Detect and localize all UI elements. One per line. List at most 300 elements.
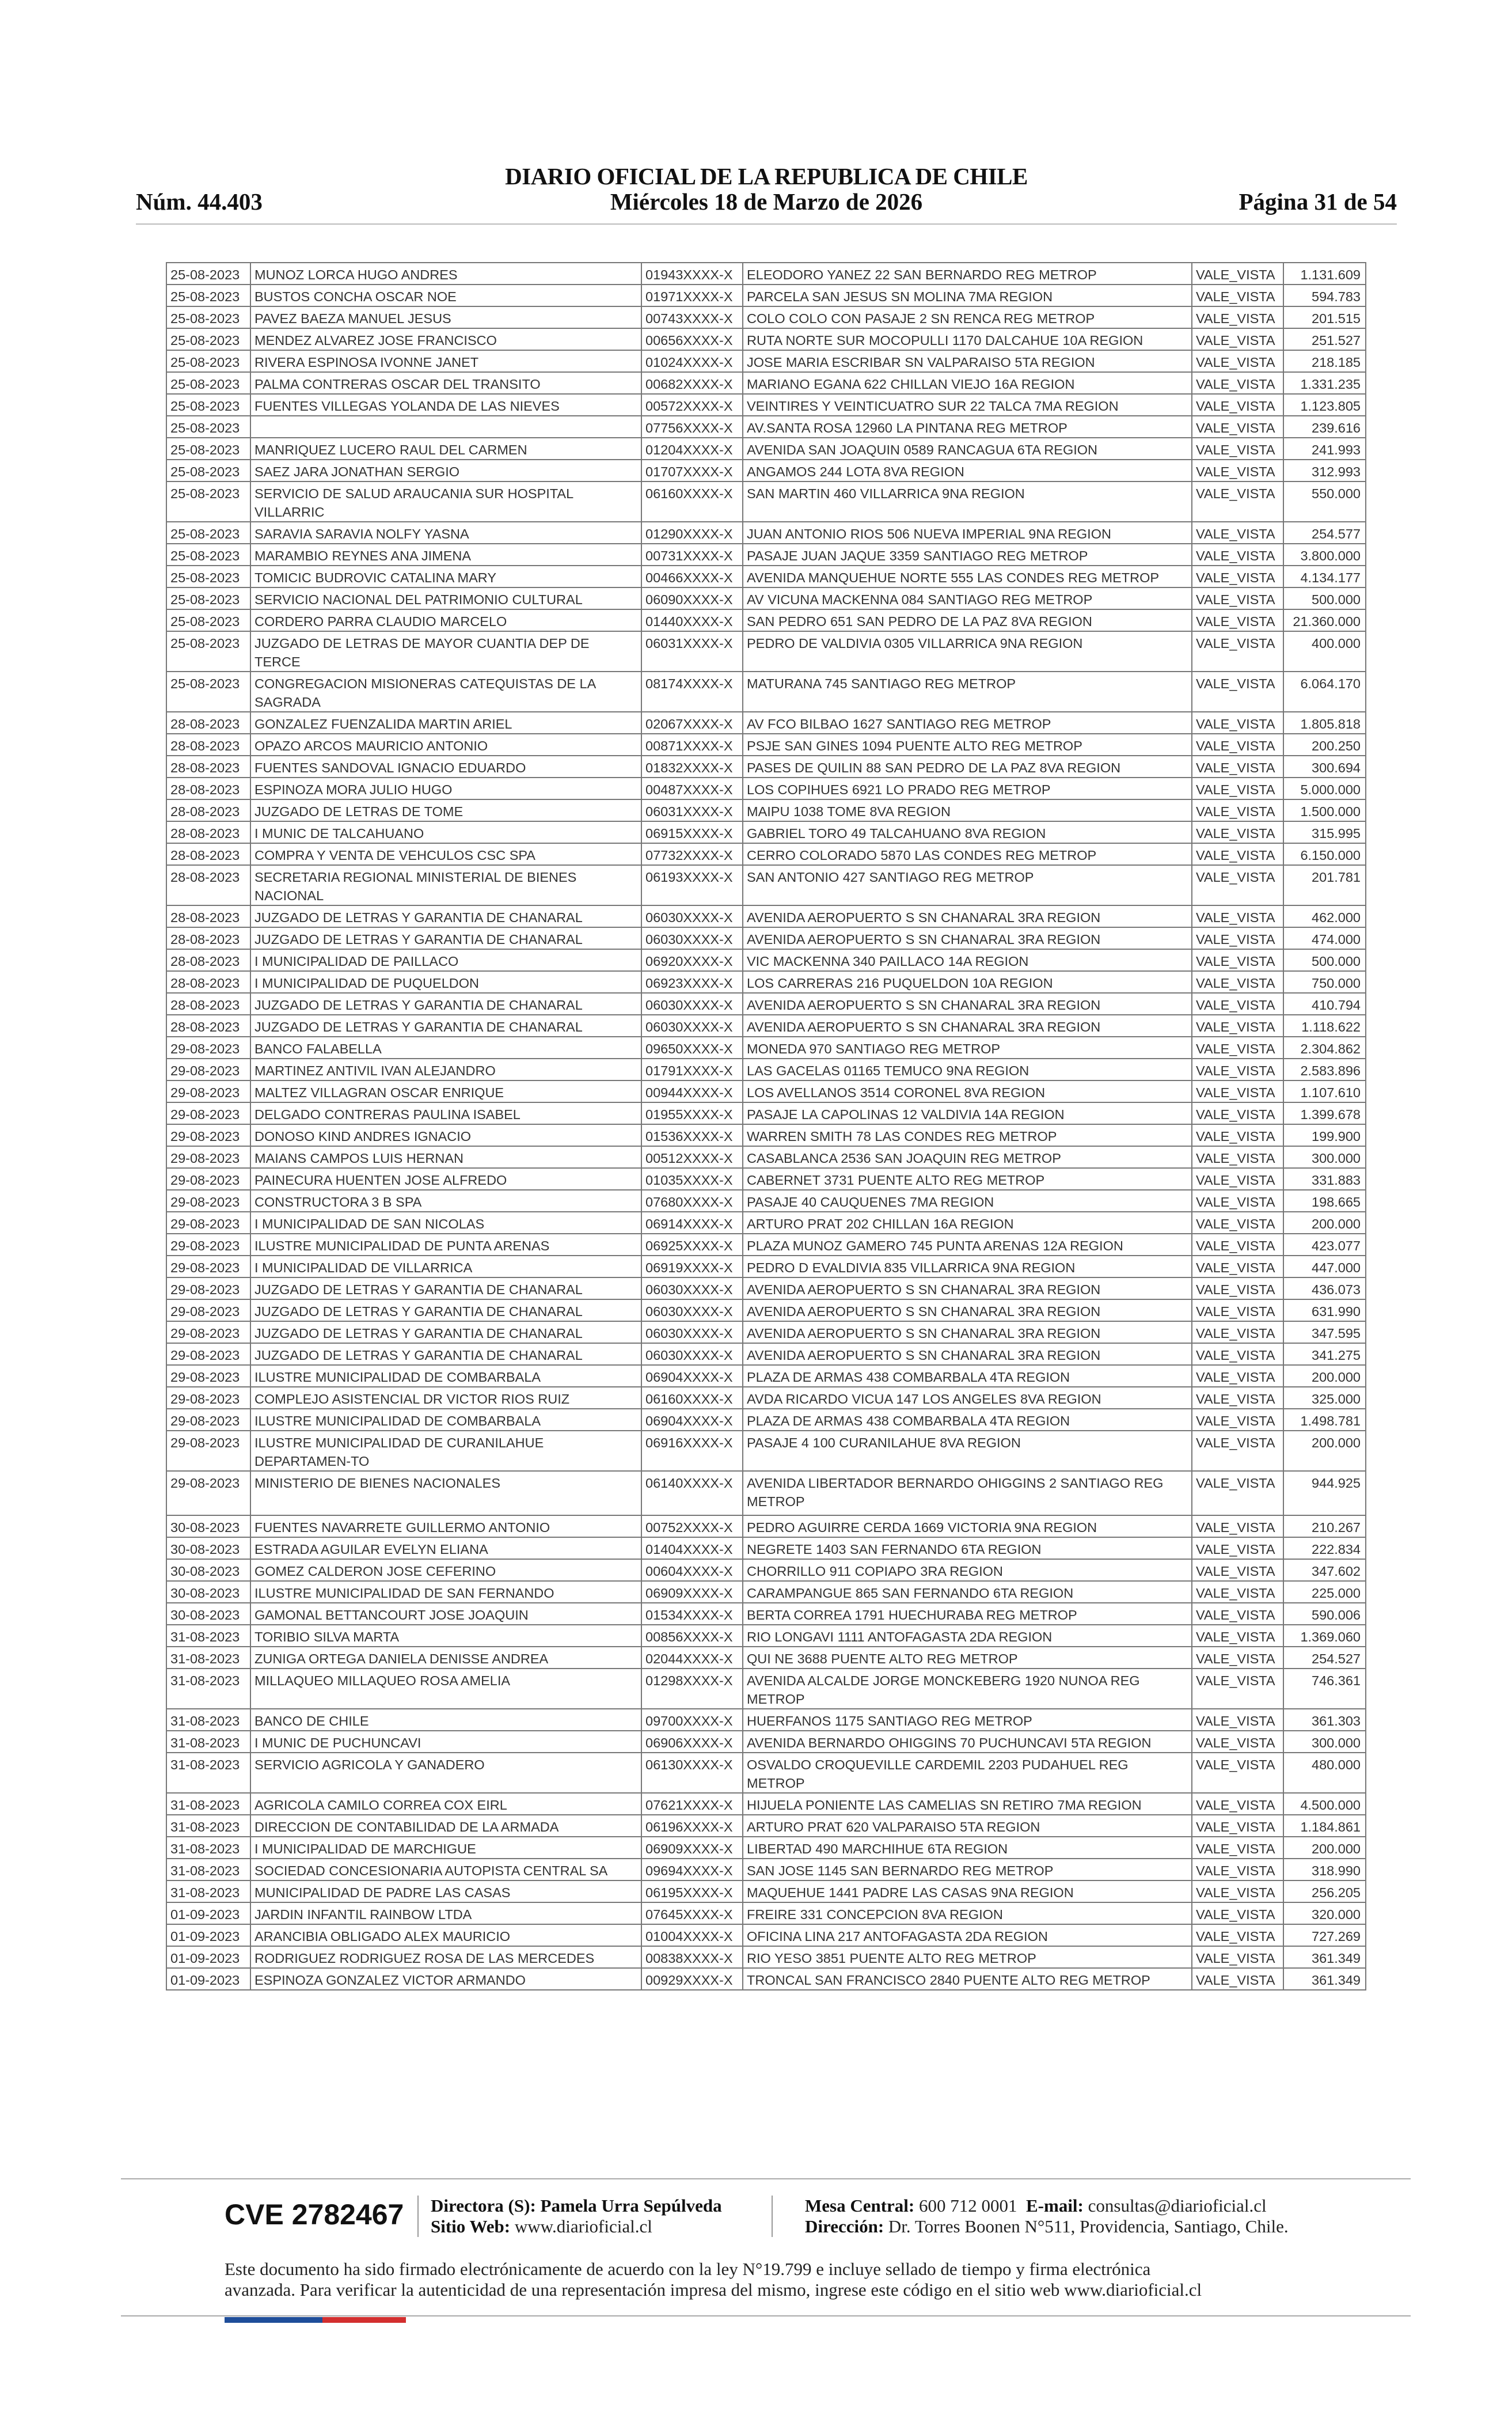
table-row (166, 778, 1366, 799)
beneficiary-cell: ILUSTRE MUNICIPALIDAD DE COMBARBALA (250, 1409, 641, 1431)
beneficiary-cell: MENDEZ ALVAREZ JOSE FRANCISCO (250, 328, 641, 350)
beneficiary-cell: GONZALEZ FUENZALIDA MARTIN ARIEL (250, 712, 641, 734)
table-row (166, 1431, 1366, 1471)
beneficiary-cell: MANRIQUEZ LUCERO RAUL DEL CARMEN (250, 438, 641, 460)
page-number: Página 31 de 54 (1239, 188, 1397, 215)
rut-cell: 01298XXXX-X (641, 1669, 743, 1709)
payment-type-cell: VALE_VISTA (1192, 1471, 1283, 1515)
amount-cell: 594.783 (1283, 285, 1366, 306)
rut-cell: 09694XXXX-X (641, 1859, 743, 1880)
date-cell: 29-08-2023 (166, 1124, 250, 1146)
rut-cell: 06904XXXX-X (641, 1365, 743, 1387)
rut-cell: 02067XXXX-X (641, 712, 743, 734)
address-cell: PEDRO AGUIRRE CERDA 1669 VICTORIA 9NA REGION (743, 1515, 1192, 1537)
rut-cell: 00944XXXX-X (641, 1080, 743, 1102)
date-cell: 30-08-2023 (166, 1603, 250, 1625)
amount-cell: 750.000 (1283, 971, 1366, 993)
date-cell: 30-08-2023 (166, 1537, 250, 1559)
date-cell: 30-08-2023 (166, 1515, 250, 1537)
address-cell: AVENIDA AEROPUERTO S SN CHANARAL 3RA REGION (743, 993, 1192, 1015)
table-row (166, 821, 1366, 843)
address-cell: OFICINA LINA 217 ANTOFAGASTA 2DA REGION (743, 1924, 1192, 1946)
address-cell: TRONCAL SAN FRANCISCO 2840 PUENTE ALTO REG METROP (743, 1968, 1192, 1990)
table-row (166, 1815, 1366, 1837)
rut-cell: 00856XXXX-X (641, 1625, 743, 1647)
issue-number: Núm. 44.403 (136, 188, 263, 215)
table-row (166, 460, 1366, 481)
rut-cell: 07732XXXX-X (641, 843, 743, 865)
table-row (166, 416, 1366, 438)
date-cell: 28-08-2023 (166, 993, 250, 1015)
table-row (166, 350, 1366, 372)
table-row (166, 1515, 1366, 1537)
newspaper-title: DIARIO OFICIAL DE LA REPUBLICA DE CHILE (505, 163, 1028, 189)
payment-type-cell: VALE_VISTA (1192, 672, 1283, 712)
beneficiary-cell: JUZGADO DE LETRAS Y GARANTIA DE CHANARAL (250, 1299, 641, 1321)
amount-cell: 410.794 (1283, 993, 1366, 1015)
beneficiary-cell: RIVERA ESPINOSA IVONNE JANET (250, 350, 641, 372)
beneficiary-cell: BANCO DE CHILE (250, 1709, 641, 1731)
beneficiary-cell: JUZGADO DE LETRAS Y GARANTIA DE CHANARAL (250, 993, 641, 1015)
address-cell: AVENIDA AEROPUERTO S SN CHANARAL 3RA REGION (743, 1343, 1192, 1365)
payment-type-cell: VALE_VISTA (1192, 778, 1283, 799)
beneficiary-cell: SOCIEDAD CONCESIONARIA AUTOPISTA CENTRAL SA (250, 1859, 641, 1880)
payment-type-cell: VALE_VISTA (1192, 481, 1283, 522)
date-cell: 28-08-2023 (166, 1015, 250, 1037)
date-cell: 25-08-2023 (166, 306, 250, 328)
table-row (166, 1015, 1366, 1037)
payment-type-cell: VALE_VISTA (1192, 1946, 1283, 1968)
table-row (166, 1731, 1366, 1753)
rut-cell: 06906XXXX-X (641, 1731, 743, 1753)
rut-cell: 06031XXXX-X (641, 799, 743, 821)
payment-type-cell: VALE_VISTA (1192, 1581, 1283, 1603)
table-row (166, 734, 1366, 756)
rut-cell: 07756XXXX-X (641, 416, 743, 438)
address-cell: MAQUEHUE 1441 PADRE LAS CASAS 9NA REGION (743, 1880, 1192, 1902)
date-cell: 31-08-2023 (166, 1859, 250, 1880)
table-row (166, 263, 1366, 285)
date-cell: 01-09-2023 (166, 1902, 250, 1924)
payment-type-cell: VALE_VISTA (1192, 587, 1283, 609)
payment-type-cell: VALE_VISTA (1192, 1080, 1283, 1102)
beneficiary-cell: DELGADO CONTRERAS PAULINA ISABEL (250, 1102, 641, 1124)
payment-type-cell: VALE_VISTA (1192, 1015, 1283, 1037)
legal-notice (225, 2259, 1319, 2300)
amount-cell: 361.303 (1283, 1709, 1366, 1731)
address-cell: CERRO COLORADO 5870 LAS CONDES REG METROP (743, 843, 1192, 865)
amount-cell: 254.577 (1283, 522, 1366, 544)
rut-cell: 01536XXXX-X (641, 1124, 743, 1146)
table-row (166, 1924, 1366, 1946)
date-cell: 31-08-2023 (166, 1753, 250, 1793)
header-divider (136, 223, 1397, 225)
rut-cell: 01971XXXX-X (641, 285, 743, 306)
table-row (166, 1059, 1366, 1080)
rut-cell: 06030XXXX-X (641, 993, 743, 1015)
address-cell: PEDRO DE VALDIVIA 0305 VILLARRICA 9NA REGION (743, 631, 1192, 672)
address-cell: LAS GACELAS 01165 TEMUCO 9NA REGION (743, 1059, 1192, 1080)
payment-type-cell: VALE_VISTA (1192, 734, 1283, 756)
email-label: E-mail: (1026, 2196, 1084, 2216)
rut-cell: 01035XXXX-X (641, 1168, 743, 1190)
amount-cell: 200.250 (1283, 734, 1366, 756)
payment-type-cell: VALE_VISTA (1192, 394, 1283, 416)
amount-cell: 201.781 (1283, 865, 1366, 905)
address-cell: OSVALDO CROQUEVILLE CARDEMIL 2203 PUDAHUEL REG METROP (743, 1753, 1192, 1793)
payment-type-cell: VALE_VISTA (1192, 1102, 1283, 1124)
amount-cell: 347.595 (1283, 1321, 1366, 1343)
date-cell: 28-08-2023 (166, 734, 250, 756)
amount-cell: 21.360.000 (1283, 609, 1366, 631)
date-cell: 30-08-2023 (166, 1581, 250, 1603)
rut-cell: 06030XXXX-X (641, 1321, 743, 1343)
rut-cell: 01791XXXX-X (641, 1059, 743, 1080)
table-row (166, 905, 1366, 927)
beneficiary-cell: ILUSTRE MUNICIPALIDAD DE SAN FERNANDO (250, 1581, 641, 1603)
beneficiary-cell (250, 416, 641, 438)
table-row (166, 1647, 1366, 1669)
rut-cell: 00838XXXX-X (641, 1946, 743, 1968)
amount-cell: 1.184.861 (1283, 1815, 1366, 1837)
beneficiary-cell: FUENTES SANDOVAL IGNACIO EDUARDO (250, 756, 641, 778)
beneficiary-cell: MAIANS CAMPOS LUIS HERNAN (250, 1146, 641, 1168)
table-row (166, 1625, 1366, 1647)
address-cell: RUTA NORTE SUR MOCOPULLI 1170 DALCAHUE 10A REGION (743, 328, 1192, 350)
date-cell: 29-08-2023 (166, 1409, 250, 1431)
payment-type-cell: VALE_VISTA (1192, 1234, 1283, 1256)
table-row (166, 306, 1366, 328)
address-cell: HIJUELA PONIENTE LAS CAMELIAS SN RETIRO 7MA REGION (743, 1793, 1192, 1815)
address-cell: PEDRO D EVALDIVIA 835 VILLARRICA 9NA REGION (743, 1256, 1192, 1277)
payment-type-cell: VALE_VISTA (1192, 1753, 1283, 1793)
rut-cell: 09700XXXX-X (641, 1709, 743, 1731)
rut-cell: 06914XXXX-X (641, 1212, 743, 1234)
table-row (166, 1603, 1366, 1625)
beneficiary-cell: SAEZ JARA JONATHAN SERGIO (250, 460, 641, 481)
date-cell: 25-08-2023 (166, 285, 250, 306)
rut-cell: 06916XXXX-X (641, 1431, 743, 1471)
date-cell: 31-08-2023 (166, 1709, 250, 1731)
rut-cell: 01832XXXX-X (641, 756, 743, 778)
rut-cell: 00512XXXX-X (641, 1146, 743, 1168)
address-cell: ARTURO PRAT 202 CHILLAN 16A REGION (743, 1212, 1192, 1234)
address-line (805, 2216, 1289, 2237)
amount-cell: 312.993 (1283, 460, 1366, 481)
beneficiary-cell: SECRETARIA REGIONAL MINISTERIAL DE BIENES NACIONAL (250, 865, 641, 905)
amount-cell: 1.131.609 (1283, 263, 1366, 285)
footer-divider-top (121, 2178, 1411, 2179)
date-cell: 01-09-2023 (166, 1924, 250, 1946)
payment-type-cell: VALE_VISTA (1192, 1365, 1283, 1387)
rut-cell: 06030XXXX-X (641, 1277, 743, 1299)
address-cell: MAIPU 1038 TOME 8VA REGION (743, 799, 1192, 821)
beneficiary-cell: FUENTES NAVARRETE GUILLERMO ANTONIO (250, 1515, 641, 1537)
table-row (166, 1277, 1366, 1299)
amount-cell: 1.498.781 (1283, 1409, 1366, 1431)
table-row (166, 481, 1366, 522)
payment-type-cell: VALE_VISTA (1192, 1902, 1283, 1924)
amount-cell: 3.800.000 (1283, 544, 1366, 566)
rut-cell: 06909XXXX-X (641, 1581, 743, 1603)
payment-type-cell: VALE_VISTA (1192, 306, 1283, 328)
date-cell: 25-08-2023 (166, 631, 250, 672)
amount-cell: 400.000 (1283, 631, 1366, 672)
beneficiary-cell: FUENTES VILLEGAS YOLANDA DE LAS NIEVES (250, 394, 641, 416)
address-cell: AVENIDA AEROPUERTO S SN CHANARAL 3RA REGION (743, 1277, 1192, 1299)
address-cell: AVENIDA LIBERTADOR BERNARDO OHIGGINS 2 SANTIAGO REG METROP (743, 1471, 1192, 1515)
amount-cell: 199.900 (1283, 1124, 1366, 1146)
payment-type-cell: VALE_VISTA (1192, 1859, 1283, 1880)
payment-type-cell: VALE_VISTA (1192, 631, 1283, 672)
address-cell: LOS CARRERAS 216 PUQUELDON 10A REGION (743, 971, 1192, 993)
issue-date: Miércoles 18 de Marzo de 2026 (610, 188, 923, 215)
table-row (166, 1124, 1366, 1146)
beneficiary-cell: DIRECCION DE CONTABILIDAD DE LA ARMADA (250, 1815, 641, 1837)
rut-cell: 07680XXXX-X (641, 1190, 743, 1212)
date-cell: 29-08-2023 (166, 1190, 250, 1212)
table-row (166, 949, 1366, 971)
beneficiary-cell: GOMEZ CALDERON JOSE CEFERINO (250, 1559, 641, 1581)
date-cell: 31-08-2023 (166, 1647, 250, 1669)
address-cell: ARTURO PRAT 620 VALPARAISO 5TA REGION (743, 1815, 1192, 1837)
rut-cell: 06909XXXX-X (641, 1837, 743, 1859)
date-cell: 25-08-2023 (166, 372, 250, 394)
address-cell: AVENIDA AEROPUERTO S SN CHANARAL 3RA REGION (743, 1299, 1192, 1321)
address-cell: MONEDA 970 SANTIAGO REG METROP (743, 1037, 1192, 1059)
amount-cell: 200.000 (1283, 1365, 1366, 1387)
rut-cell: 06031XXXX-X (641, 631, 743, 672)
address-label: Dirección: (805, 2216, 884, 2236)
amount-cell: 256.205 (1283, 1880, 1366, 1902)
table-row (166, 799, 1366, 821)
date-cell: 30-08-2023 (166, 1559, 250, 1581)
table-row (166, 843, 1366, 865)
table-row (166, 1471, 1366, 1515)
amount-cell: 200.000 (1283, 1431, 1366, 1471)
address-cell: PASAJE 40 CAUQUENES 7MA REGION (743, 1190, 1192, 1212)
payment-type-cell: VALE_VISTA (1192, 1343, 1283, 1365)
table-row (166, 566, 1366, 587)
address-cell: AV.SANTA ROSA 12960 LA PINTANA REG METROP (743, 416, 1192, 438)
date-cell: 01-09-2023 (166, 1946, 250, 1968)
rut-cell: 06030XXXX-X (641, 1015, 743, 1037)
date-cell: 29-08-2023 (166, 1168, 250, 1190)
date-cell: 29-08-2023 (166, 1343, 250, 1365)
payment-type-cell: VALE_VISTA (1192, 1515, 1283, 1537)
payment-type-cell: VALE_VISTA (1192, 865, 1283, 905)
footer-divider-bottom (121, 2315, 1411, 2316)
address-cell: AVENIDA BERNARDO OHIGGINS 70 PUCHUNCAVI 5TA REGION (743, 1731, 1192, 1753)
date-cell: 25-08-2023 (166, 350, 250, 372)
rut-cell: 06030XXXX-X (641, 1343, 743, 1365)
amount-cell: 944.925 (1283, 1471, 1366, 1515)
table-row (166, 993, 1366, 1015)
amount-cell: 361.349 (1283, 1968, 1366, 1990)
flag-stripe-blue (225, 2317, 322, 2323)
date-cell: 25-08-2023 (166, 416, 250, 438)
amount-cell: 1.369.060 (1283, 1625, 1366, 1647)
email-link[interactable]: consultas@diarioficial.cl (1088, 2196, 1267, 2216)
address-cell: SAN PEDRO 651 SAN PEDRO DE LA PAZ 8VA REGION (743, 609, 1192, 631)
date-cell: 25-08-2023 (166, 328, 250, 350)
rut-cell: 08174XXXX-X (641, 672, 743, 712)
beneficiary-cell: ILUSTRE MUNICIPALIDAD DE PUNTA ARENAS (250, 1234, 641, 1256)
payment-type-cell: VALE_VISTA (1192, 1277, 1283, 1299)
rut-cell: 06030XXXX-X (641, 927, 743, 949)
beneficiary-cell: MILLAQUEO MILLAQUEO ROSA AMELIA (250, 1669, 641, 1709)
beneficiary-cell: MUNOZ LORCA HUGO ANDRES (250, 263, 641, 285)
beneficiary-cell: JUZGADO DE LETRAS DE MAYOR CUANTIA DEP DE TERCE (250, 631, 641, 672)
payment-type-cell: VALE_VISTA (1192, 1299, 1283, 1321)
payment-type-cell: VALE_VISTA (1192, 905, 1283, 927)
rut-cell: 06196XXXX-X (641, 1815, 743, 1837)
address-cell: AVDA RICARDO VICUA 147 LOS ANGELES 8VA REGION (743, 1387, 1192, 1409)
amount-cell: 210.267 (1283, 1515, 1366, 1537)
amount-cell: 320.000 (1283, 1902, 1366, 1924)
payment-type-cell: VALE_VISTA (1192, 1168, 1283, 1190)
table-row (166, 971, 1366, 993)
rut-cell: 00752XXXX-X (641, 1515, 743, 1537)
table-row (166, 1946, 1366, 1968)
amount-cell: 4.134.177 (1283, 566, 1366, 587)
date-cell: 29-08-2023 (166, 1146, 250, 1168)
beneficiary-cell: BANCO FALABELLA (250, 1037, 641, 1059)
rut-cell: 00604XXXX-X (641, 1559, 743, 1581)
rut-cell: 06919XXXX-X (641, 1256, 743, 1277)
address-cell: CABERNET 3731 PUENTE ALTO REG METROP (743, 1168, 1192, 1190)
beneficiary-cell: OPAZO ARCOS MAURICIO ANTONIO (250, 734, 641, 756)
amount-cell: 241.993 (1283, 438, 1366, 460)
address-cell: COLO COLO CON PASAJE 2 SN RENCA REG METROP (743, 306, 1192, 328)
payments-table (166, 262, 1366, 1990)
rut-cell: 06030XXXX-X (641, 905, 743, 927)
date-cell: 01-09-2023 (166, 1968, 250, 1990)
address-cell: RIO LONGAVI 1111 ANTOFAGASTA 2DA REGION (743, 1625, 1192, 1647)
payment-type-cell: VALE_VISTA (1192, 1669, 1283, 1709)
date-cell: 25-08-2023 (166, 263, 250, 285)
amount-cell: 1.123.805 (1283, 394, 1366, 416)
amount-cell: 6.064.170 (1283, 672, 1366, 712)
address-cell: AVENIDA SAN JOAQUIN 0589 RANCAGUA 6TA REGION (743, 438, 1192, 460)
table-row (166, 1102, 1366, 1124)
amount-cell: 462.000 (1283, 905, 1366, 927)
date-cell: 28-08-2023 (166, 756, 250, 778)
payment-type-cell: VALE_VISTA (1192, 1837, 1283, 1859)
date-cell: 29-08-2023 (166, 1299, 250, 1321)
beneficiary-cell: I MUNICIPALIDAD DE PUQUELDON (250, 971, 641, 993)
table-row (166, 1190, 1366, 1212)
payment-type-cell: VALE_VISTA (1192, 1731, 1283, 1753)
payment-type-cell: VALE_VISTA (1192, 821, 1283, 843)
amount-cell: 474.000 (1283, 927, 1366, 949)
payment-type-cell: VALE_VISTA (1192, 350, 1283, 372)
address-cell: AVENIDA AEROPUERTO S SN CHANARAL 3RA REGION (743, 1321, 1192, 1343)
amount-cell: 1.805.818 (1283, 712, 1366, 734)
rut-cell: 06925XXXX-X (641, 1234, 743, 1256)
address-cell: FREIRE 331 CONCEPCION 8VA REGION (743, 1902, 1192, 1924)
table-row (166, 1880, 1366, 1902)
amount-cell: 300.694 (1283, 756, 1366, 778)
address-cell: PLAZA DE ARMAS 438 COMBARBALA 4TA REGION (743, 1409, 1192, 1431)
amount-cell: 325.000 (1283, 1387, 1366, 1409)
address-cell: AV VICUNA MACKENNA 084 SANTIAGO REG METROP (743, 587, 1192, 609)
date-cell: 31-08-2023 (166, 1731, 250, 1753)
date-cell: 28-08-2023 (166, 821, 250, 843)
payment-type-cell: VALE_VISTA (1192, 1321, 1283, 1343)
table-row (166, 1669, 1366, 1709)
payment-type-cell: VALE_VISTA (1192, 438, 1283, 460)
table-row (166, 1753, 1366, 1793)
website-link[interactable]: www.diarioficial.cl (514, 2216, 652, 2236)
beneficiary-cell: CONGREGACION MISIONERAS CATEQUISTAS DE LA SAGRADA (250, 672, 641, 712)
rut-cell: 00743XXXX-X (641, 306, 743, 328)
address-cell: VEINTIRES Y VEINTICUATRO SUR 22 TALCA 7MA REGION (743, 394, 1192, 416)
beneficiary-cell: MUNICIPALIDAD DE PADRE LAS CASAS (250, 1880, 641, 1902)
beneficiary-cell: RODRIGUEZ RODRIGUEZ ROSA DE LAS MERCEDES (250, 1946, 641, 1968)
beneficiary-cell: SARAVIA SARAVIA NOLFY YASNA (250, 522, 641, 544)
payment-type-cell: VALE_VISTA (1192, 1212, 1283, 1234)
date-cell: 28-08-2023 (166, 843, 250, 865)
amount-cell: 251.527 (1283, 328, 1366, 350)
address-cell: PASAJE 4 100 CURANILAHUE 8VA REGION (743, 1431, 1192, 1471)
beneficiary-cell: TOMICIC BUDROVIC CATALINA MARY (250, 566, 641, 587)
beneficiary-cell: ILUSTRE MUNICIPALIDAD DE COMBARBALA (250, 1365, 641, 1387)
amount-cell: 436.073 (1283, 1277, 1366, 1299)
address-cell: CHORRILLO 911 COPIAPO 3RA REGION (743, 1559, 1192, 1581)
payment-type-cell: VALE_VISTA (1192, 927, 1283, 949)
address-cell: AVENIDA AEROPUERTO S SN CHANARAL 3RA REGION (743, 927, 1192, 949)
table-row (166, 522, 1366, 544)
table-row (166, 1146, 1366, 1168)
table-row (166, 1037, 1366, 1059)
address-cell: JOSE MARIA ESCRIBAR SN VALPARAISO 5TA REGION (743, 350, 1192, 372)
payment-type-cell: VALE_VISTA (1192, 1387, 1283, 1409)
table-row (166, 587, 1366, 609)
date-cell: 28-08-2023 (166, 712, 250, 734)
amount-cell: 1.399.678 (1283, 1102, 1366, 1124)
beneficiary-cell: I MUNIC DE PUCHUNCAVI (250, 1731, 641, 1753)
amount-cell: 225.000 (1283, 1581, 1366, 1603)
rut-cell: 01943XXXX-X (641, 263, 743, 285)
table-row (166, 394, 1366, 416)
date-cell: 31-08-2023 (166, 1793, 250, 1815)
rut-cell: 01204XXXX-X (641, 438, 743, 460)
date-cell: 29-08-2023 (166, 1059, 250, 1080)
amount-cell: 300.000 (1283, 1731, 1366, 1753)
rut-cell: 06030XXXX-X (641, 1299, 743, 1321)
beneficiary-cell: MARAMBIO REYNES ANA JIMENA (250, 544, 641, 566)
date-cell: 31-08-2023 (166, 1880, 250, 1902)
payment-type-cell: VALE_VISTA (1192, 712, 1283, 734)
website-label: Sitio Web: (431, 2216, 511, 2236)
table-row (166, 927, 1366, 949)
date-cell: 28-08-2023 (166, 927, 250, 949)
payment-type-cell: VALE_VISTA (1192, 372, 1283, 394)
payment-type-cell: VALE_VISTA (1192, 1625, 1283, 1647)
beneficiary-cell: COMPRA Y VENTA DE VEHCULOS CSC SPA (250, 843, 641, 865)
rut-cell: 01534XXXX-X (641, 1603, 743, 1625)
beneficiary-cell: PAINECURA HUENTEN JOSE ALFREDO (250, 1168, 641, 1190)
address-cell: PLAZA DE ARMAS 438 COMBARBALA 4TA REGION (743, 1365, 1192, 1387)
amount-cell: 239.616 (1283, 416, 1366, 438)
address-cell: PLAZA MUNOZ GAMERO 745 PUNTA ARENAS 12A REGION (743, 1234, 1192, 1256)
payment-type-cell: VALE_VISTA (1192, 1647, 1283, 1669)
date-cell: 29-08-2023 (166, 1102, 250, 1124)
payment-type-cell: VALE_VISTA (1192, 1037, 1283, 1059)
amount-cell: 500.000 (1283, 587, 1366, 609)
beneficiary-cell: ESPINOZA MORA JULIO HUGO (250, 778, 641, 799)
